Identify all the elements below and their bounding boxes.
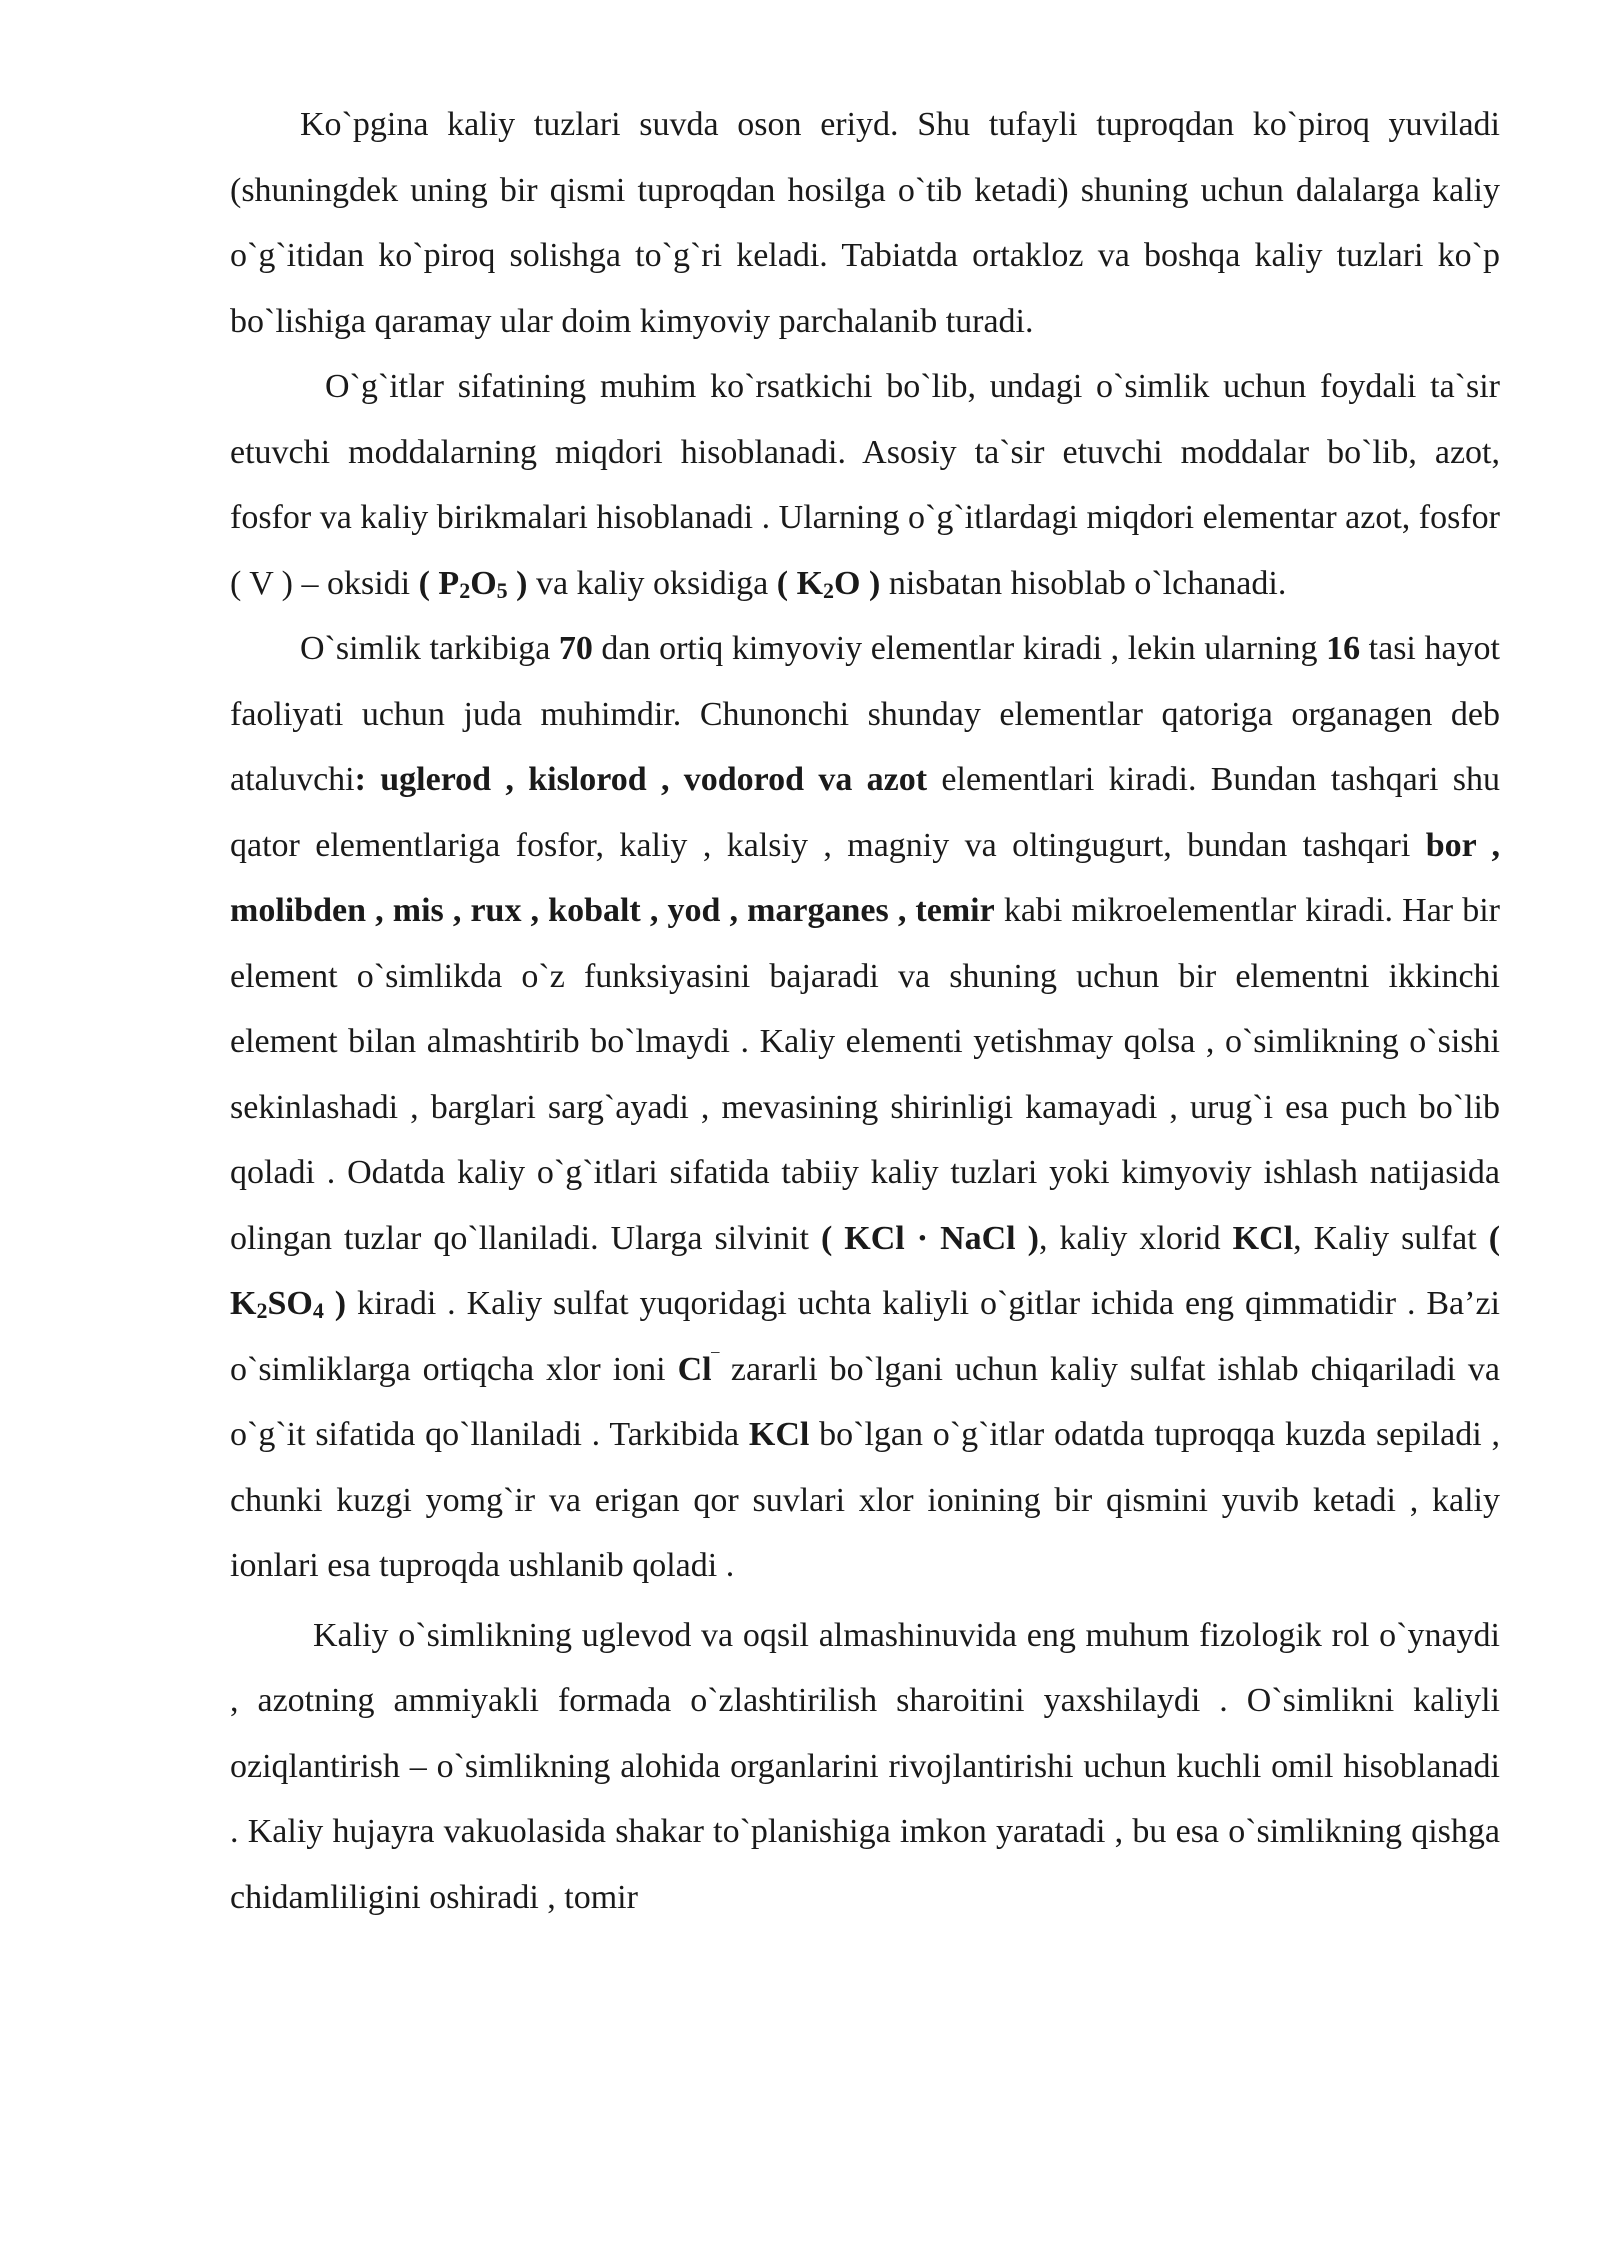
- text-run: dan ortiq kimyoviy elementlar kiradi , lekin ularning: [592, 630, 1327, 667]
- bold-text: bor , molibden , mis , rux , kobalt , yod , marganes , temir: [230, 826, 1500, 929]
- bold-text: 16: [1326, 630, 1361, 667]
- paragraph: [230, 354, 1500, 616]
- text-run: nisbatan hisoblab o`lchanadi.: [880, 564, 1287, 602]
- bold-text: KCl: [1232, 1219, 1294, 1257]
- bold-text: 2: [823, 577, 835, 603]
- bold-text: O ): [834, 564, 881, 602]
- text-run: Kaliy o`simlikning uglevod va oqsil almashinuvida eng muhum fizologik rol o`ynaydi , azotning ammiyakli formada o`zlashtirilish sharoitini yaxshilaydi . O`simlikni kaliyli oziqlantirish – o`simlikning alohida organlarini rivojlantirishi uchun kuchli omil hisoblanadi . Kaliy hujayra vakuolasida shakar to`planishiga imkon yaratadi , bu esa o`simlikning qishga chidamliligini oshiradi , tomir: [230, 1616, 1500, 1916]
- bold-text: 4: [312, 1298, 324, 1323]
- text-run: O`g`itlar sifatining muhim ko`rsatkichi bo`lib, undagi o`simlik uchun foydali ta`sir etuvchi moddalarning miqdori hisoblanadi. Asosiy ta`sir etuvchi moddalar bo`lib, azot, fosfor va kaliy birikmalari hisoblanadi . Ularning o`g`itlardagi miqdori elementar azot, fosfor ( V ) – oksidi: [230, 368, 1500, 602]
- bold-text: ): [323, 1285, 347, 1322]
- bold-text: 70: [558, 630, 593, 667]
- bold-text: ( K: [230, 1219, 1501, 1322]
- document-body: [230, 92, 1500, 1930]
- paragraph: [230, 616, 1500, 1599]
- text-run: kiradi . Kaliy sulfat yuqoridagi uchta kaliyli o`gitlar ichida eng qimmatidir . Ba’zi o`simliklarga ortiqcha xlor ioni: [230, 1285, 1500, 1388]
- bold-text: ): [507, 564, 528, 602]
- paragraph: [230, 1603, 1500, 1931]
- bold-text: ‾: [711, 1349, 719, 1375]
- text-run: , kaliy xlorid: [1038, 1219, 1233, 1257]
- bold-text: ( K: [776, 564, 824, 602]
- text-run: , Kaliy sulfat: [1293, 1219, 1489, 1257]
- bold-text: 5: [496, 577, 508, 603]
- bold-text: KCl: [748, 1416, 810, 1453]
- bold-text: SO: [267, 1285, 313, 1322]
- paragraph: [230, 92, 1500, 354]
- text-run: tasi hayot faoliyati uchun juda muhimdir. Chunonchi shunday elementlar qatoriga organagen deb ataluvchi: [230, 630, 1500, 798]
- text-run: va kaliy oksidiga: [527, 564, 777, 602]
- bold-text: : uglerod , kislorod , vodorod va azot: [354, 761, 928, 798]
- text-run: zararli bo`lgani uchun kaliy sulfat ishlab chiqariladi va o`g`it sifatida qo`llaniladi . Tarkibida: [230, 1350, 1500, 1453]
- bold-text: Cl: [677, 1350, 712, 1388]
- bold-text: O: [470, 564, 497, 602]
- bold-text: ( P: [418, 564, 460, 602]
- bold-text: 2: [459, 577, 471, 603]
- text-run: Ko`pgina kaliy tuzlari suvda oson eriyd. Shu tufayli tuproqdan ko`piroq yuviladi (shuningdek uning bir qismi tuproqdan hosilga o`tib ketadi) shuning uchun dalalarga kaliy o`g`itidan ko`piroq solishga to`g`ri keladi. Tabiatda ortakloz va boshqa kaliy tuzlari ko`p bo`lishiga qaramay ular doim kimyoviy parchalanib turadi.: [230, 106, 1500, 340]
- text-run: O`simlik tarkibiga: [300, 630, 559, 667]
- text-run: kabi mikroelementlar kiradi. Har bir element o`simlikda o`z funksiyasini bajaradi va shuning uchun bir elementni ikkinchi element bilan almashtirib bo`lmaydi . Kaliy elementi yetishmay qolsa , o`simlikning o`sishi sekinlashadi , barglari sarg`ayadi , mevasining shirinligi kamayadi , urug`i esa puch bo`lib qoladi . Odatda kaliy o`g`itlari sifatida tabiiy kaliy tuzlari yoki kimyoviy ishlash natijasida olingan tuzlar qo`llaniladi. Ularga silvinit: [230, 892, 1501, 1257]
- bold-text: ( KCl · NaCl ): [820, 1219, 1039, 1257]
- text-run: bo`lgan o`g`itlar odatda tuproqqa kuzda sepiladi , chunki kuzgi yomg`ir va erigan qor suvlari xlor ionining bir qismini yuvib ketadi , kaliy ionlari esa tuproqda ushlanib qoladi .: [230, 1416, 1500, 1584]
- text-run: elementlari kiradi. Bundan tashqari shu qator elementlariga fosfor, kaliy , kalsiy , magniy va oltingugurt, bundan tashqari: [230, 761, 1501, 864]
- bold-text: 2: [256, 1298, 268, 1323]
